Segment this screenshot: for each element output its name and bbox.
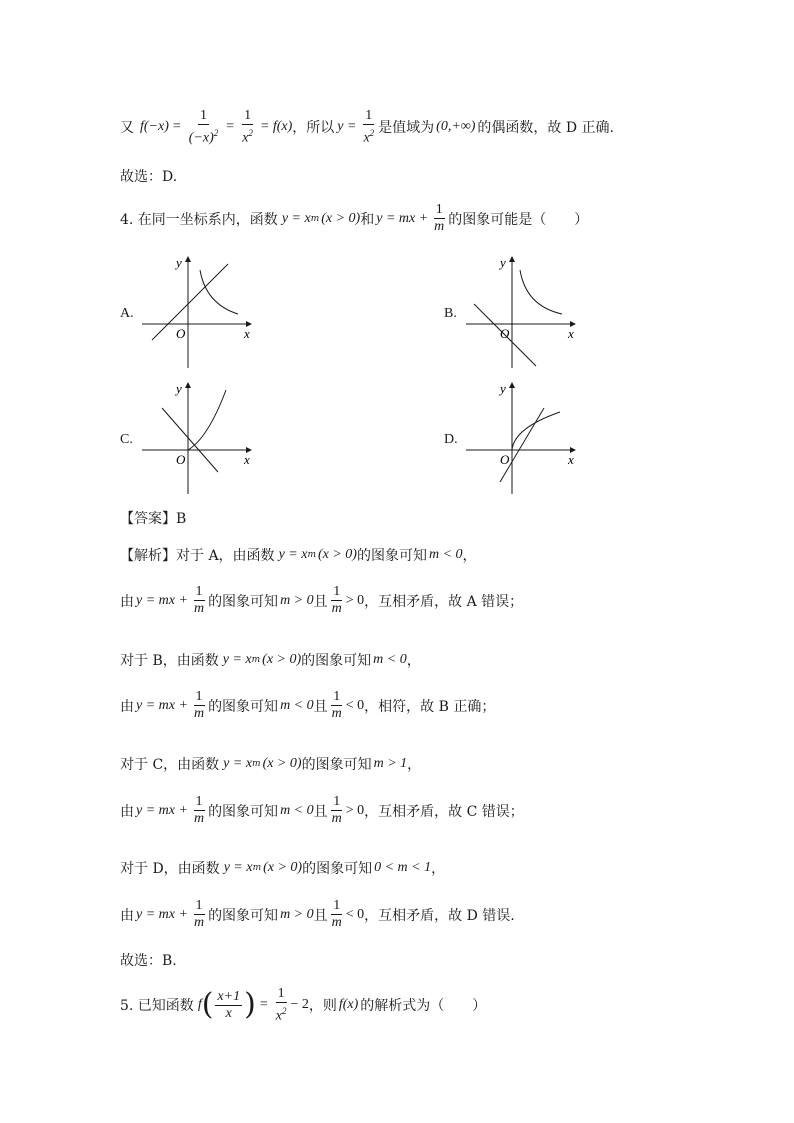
a8-d: 且 <box>313 907 328 924</box>
a5-b: 的图象可知 <box>301 757 372 773</box>
a6-c: m < 0 <box>280 802 314 818</box>
origin-label: O <box>500 326 510 341</box>
question-5 <box>120 986 486 1025</box>
power-curve <box>200 270 238 314</box>
line-choose-d <box>120 166 177 186</box>
q4-f2: y = mx + <box>376 210 429 226</box>
text-suffix: 的偶函数，故 D 正确. <box>477 120 614 137</box>
frac-num: 1 <box>435 202 443 217</box>
a7-d: ， <box>431 861 446 877</box>
origin-label: O <box>176 326 186 341</box>
a8-f: ，互相矛盾，故 D 错误. <box>364 907 515 924</box>
a6-b: 的图象可知 <box>208 803 279 820</box>
q4-f1: y = x <box>281 210 311 226</box>
analysis-line-2 <box>120 584 523 617</box>
a3-cond: (x > 0) <box>262 652 302 667</box>
den-exp: 2 <box>369 128 375 138</box>
den-exp: 2 <box>248 128 253 138</box>
q5-eq: = <box>259 997 268 1013</box>
q5-minus2: − 2 <box>290 997 309 1013</box>
den-base: (−x) <box>188 130 214 146</box>
den-base: x <box>242 130 249 146</box>
frac-den <box>274 1003 289 1025</box>
math-eq: = <box>260 119 269 135</box>
math-eq: = <box>226 119 235 135</box>
a2-frac <box>192 584 206 617</box>
a5-a: 对于 C，由函数 <box>120 757 220 773</box>
axis-y-label: y <box>500 255 506 270</box>
power-curve <box>520 270 562 314</box>
q4-m-sup: m <box>310 213 320 224</box>
frac-num: 1 <box>200 108 208 123</box>
a2-e: > 0 <box>345 592 365 608</box>
y-axis-arrow <box>509 256 515 262</box>
a1-f1: y = x <box>278 547 308 562</box>
q4-frac <box>432 202 446 235</box>
frac-num: 1 <box>365 108 373 123</box>
a6-f2: y = mx + <box>136 802 188 818</box>
answer-text: 【答案】B <box>120 511 187 527</box>
y-axis-arrow <box>185 382 191 388</box>
axis-y-label: y <box>176 255 182 270</box>
analysis-line-4 <box>120 689 495 722</box>
a7-b: 的图象可知 <box>302 861 373 877</box>
graph-d <box>462 378 582 498</box>
graph-c <box>138 378 258 498</box>
text-middle: 是值域为 <box>378 120 435 137</box>
q4-suffix: 的图象可能是（ ） <box>448 211 589 228</box>
q5-f: f <box>197 997 202 1013</box>
a4-d: 且 <box>313 698 328 715</box>
analysis-line-3 <box>120 650 421 670</box>
q5-prefix: 5. 已知函数 <box>120 998 194 1015</box>
a1-d: ， <box>462 548 477 564</box>
a6-e: > 0 <box>345 802 365 818</box>
frac-den <box>361 125 376 147</box>
analysis-line-8 <box>120 898 515 931</box>
graph-a <box>138 252 258 372</box>
text-prefix: 又 <box>120 120 134 137</box>
frac-den: m <box>193 811 205 826</box>
frac-num: 1 <box>333 794 341 809</box>
analysis-choose <box>120 950 177 970</box>
analysis-line-5 <box>120 754 421 774</box>
a4-a: 由 <box>120 698 134 715</box>
a3-d: ， <box>406 653 421 669</box>
origin-label: O <box>500 452 510 467</box>
answer-line <box>120 508 186 528</box>
math-interval: (0,+∞) <box>436 119 476 135</box>
line-curve <box>474 304 536 366</box>
option-a-label: A. <box>120 306 134 321</box>
a6-frac <box>192 794 206 827</box>
a7-m-sup: m <box>252 863 262 873</box>
frac-num: 1 <box>195 898 203 913</box>
analysis-line-7 <box>120 858 445 878</box>
a5-m-sup: m <box>252 759 261 769</box>
frac-den <box>240 125 255 147</box>
a6-a: 由 <box>120 803 134 820</box>
a7-cond: (x > 0) <box>263 860 303 875</box>
a7-f1: y = x <box>223 860 253 875</box>
analysis-line-6 <box>120 794 524 827</box>
math-f: f <box>140 119 144 135</box>
option-b-label: B. <box>444 306 457 321</box>
line-curve <box>162 408 218 472</box>
a6-frac2 <box>330 794 344 827</box>
a4-frac <box>192 689 206 722</box>
a3-c: m < 0 <box>373 652 407 667</box>
q4-cond: (x > 0) <box>321 210 361 226</box>
a2-f: ，互相矛盾，故 A 错误； <box>364 593 524 610</box>
math-eq: = <box>172 119 181 135</box>
axis-y-label: y <box>500 381 506 396</box>
a5-cond: (x > 0) <box>262 756 302 771</box>
q4-and: 和 <box>360 211 375 228</box>
a2-frac2 <box>330 584 344 617</box>
y-axis-arrow <box>509 382 515 388</box>
a6-f: ，互相矛盾，故 C 错误； <box>364 803 524 820</box>
frac-den: m <box>331 706 342 721</box>
axis-y-label: y <box>176 381 182 396</box>
frac-den: m <box>331 915 342 930</box>
frac-num: 1 <box>333 584 341 599</box>
origin-label: O <box>176 452 186 467</box>
power-curve <box>188 390 226 450</box>
frac-1-over-x-sq <box>240 108 255 147</box>
analysis-line-1 <box>120 545 477 565</box>
q5-mid: ，则 <box>308 998 337 1015</box>
a2-d: 且 <box>313 593 328 610</box>
a8-c: m > 0 <box>280 906 314 922</box>
a1-m-sup: m <box>307 550 316 560</box>
a3-b: 的图象可知 <box>301 653 372 669</box>
axis-x-label: x <box>568 452 574 467</box>
axis-x-label: x <box>244 452 250 467</box>
frac-num: 1 <box>195 689 203 704</box>
frac-1-over-x-sq-2 <box>361 108 376 147</box>
a1-text: 【解析】对于 A，由函数 <box>120 548 275 564</box>
axis-x-label: x <box>244 326 250 341</box>
frac-den: m <box>193 706 205 721</box>
option-d-label: D. <box>444 432 458 447</box>
a4-c: m < 0 <box>280 697 314 713</box>
q5-paren-right: ) <box>244 987 256 1023</box>
frac-1-over-negx-sq <box>187 108 221 147</box>
q5-fx: f(x) <box>338 997 359 1013</box>
frac-den: m <box>193 601 205 616</box>
a4-frac2 <box>330 689 344 722</box>
a7-a: 对于 D，由函数 <box>120 861 220 877</box>
a2-f2: y = mx + <box>136 592 188 608</box>
q5-frac <box>215 989 242 1022</box>
a5-c: m > 1 <box>373 756 408 771</box>
frac-den: m <box>331 811 342 826</box>
den-exp: 2 <box>213 128 219 138</box>
a4-f2: y = mx + <box>136 697 188 713</box>
line-even-function <box>120 108 614 147</box>
a4-b: 的图象可知 <box>208 698 279 715</box>
a2-c: m > 0 <box>280 592 314 608</box>
a4-f: ，相符，故 B 正确； <box>364 698 496 715</box>
q5-paren-left: ( <box>201 987 214 1023</box>
a1-cond: (x > 0) <box>317 547 357 562</box>
math-fx: f(x) <box>272 119 293 135</box>
den-base: x <box>275 1008 282 1024</box>
math-neg-x: (−x) <box>143 119 169 135</box>
frac-num: 1 <box>333 898 341 913</box>
den-exp: 2 <box>281 1006 287 1016</box>
frac-den: m <box>193 915 205 930</box>
frac-den: m <box>434 219 445 234</box>
frac-num: 1 <box>244 108 252 123</box>
question-4 <box>120 202 588 235</box>
a5-d: ， <box>407 757 422 773</box>
frac-num: 1 <box>277 986 285 1001</box>
a2-a: 由 <box>120 593 134 610</box>
option-c-label: C. <box>120 432 133 447</box>
frac-num: 1 <box>195 794 203 809</box>
den-base: x <box>363 130 370 146</box>
a8-f2: y = mx + <box>136 906 188 922</box>
a2-b: 的图象可知 <box>208 593 279 610</box>
a6-d: 且 <box>313 803 328 820</box>
choose-b-text: 故选：B. <box>120 953 177 969</box>
a4-e: < 0 <box>345 697 365 713</box>
axis-x-label: x <box>568 326 574 341</box>
y-axis-arrow <box>185 256 191 262</box>
frac-den: m <box>331 601 342 616</box>
q4-prefix: 4. 在同一坐标系内，函数 <box>120 211 278 228</box>
a1-b: 的图象可知 <box>356 548 427 564</box>
a8-b: 的图象可知 <box>208 907 279 924</box>
a5-f1: y = x <box>223 756 253 771</box>
frac-den: x <box>225 1005 232 1021</box>
a3-f1: y = x <box>222 652 252 667</box>
a8-a: 由 <box>120 907 134 924</box>
a1-c: m < 0 <box>428 547 463 562</box>
frac-den <box>187 125 221 147</box>
a7-c: 0 < m < 1 <box>374 860 432 875</box>
frac-num: 1 <box>195 584 203 599</box>
line-curve <box>500 408 544 482</box>
a3-a: 对于 B，由函数 <box>120 653 219 669</box>
a8-frac <box>192 898 206 931</box>
math-y-eq: y = <box>337 119 357 135</box>
a8-e: < 0 <box>345 906 365 922</box>
text-choose-d: 故选：D. <box>120 169 178 185</box>
frac-num: 1 <box>333 689 341 704</box>
q5-frac2 <box>274 986 289 1025</box>
q5-suffix: 的解析式为（ ） <box>360 998 487 1015</box>
power-curve <box>512 412 560 450</box>
a3-m-sup: m <box>251 655 261 665</box>
graph-b <box>462 252 582 372</box>
text-mid: ，所以 <box>292 120 335 137</box>
a8-frac2 <box>330 898 344 931</box>
frac-num: x+1 <box>217 988 241 1004</box>
